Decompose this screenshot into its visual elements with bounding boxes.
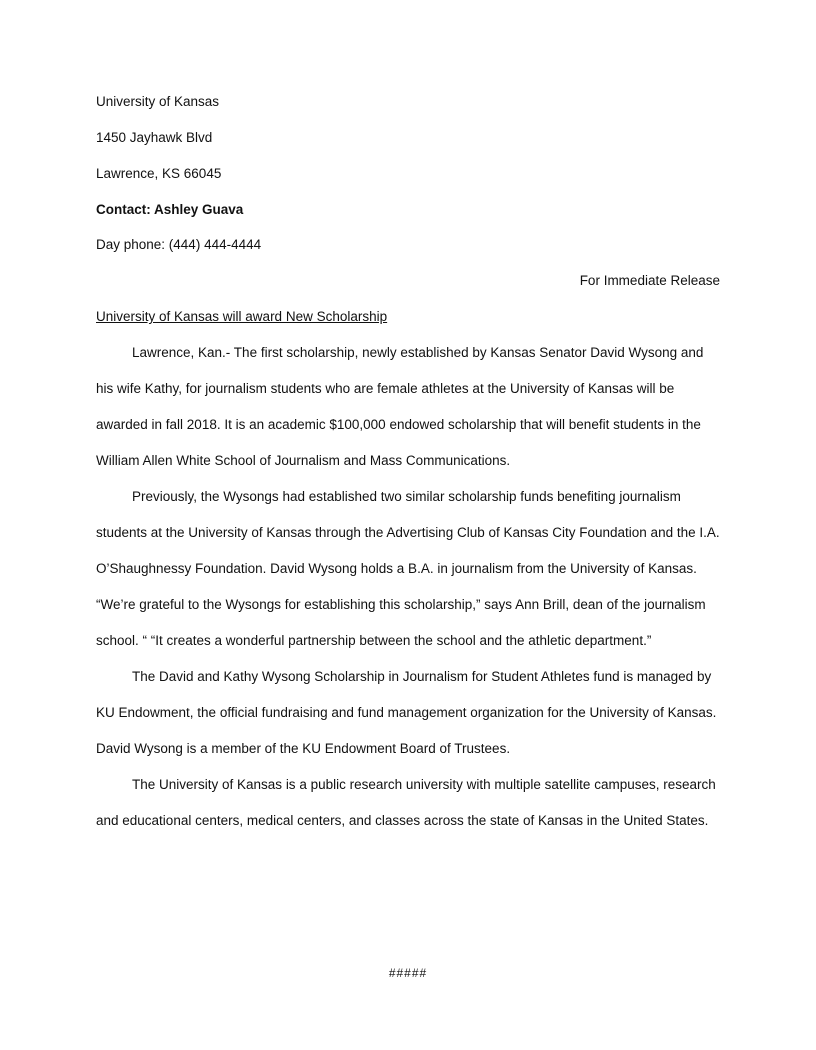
org-name: University of Kansas [96, 94, 220, 109]
paragraph-3: The David and Kathy Wysong Scholarship in Journalism for Student Athletes fund is managed by KU Endowment, the official fundraising and fund management organization for the University of Kansas. David Wysong is a member of the KU Endowment Board of Trustees. [96, 669, 717, 756]
day-phone: Day phone: (444) 444-4444 [96, 237, 262, 252]
headline: University of Kansas will award New Scholarship [96, 309, 388, 324]
contact-name: Contact: Ashley Guava [96, 202, 244, 217]
paragraph-1: Lawrence, Kan.- The first scholarship, newly established by Kansas Senator David Wysong and his wife Kathy, for journalism students who are female athletes at the University of Kansas will be awarded in fall 2018. It is an academic $100,000 endowed scholarship that will benefit students in the William Allen White School of Journalism and Mass Communications. [96, 345, 704, 468]
city-state-zip: Lawrence, KS 66045 [96, 166, 222, 181]
release-note: For Immediate Release [579, 273, 720, 288]
paragraph-4: The University of Kansas is a public research university with multiple satellite campuses, research and educational centers, medical centers, and classes across the state of Kansas in the United States. [96, 777, 716, 828]
end-mark: ##### [388, 966, 428, 980]
body-text [96, 335, 720, 839]
street-address: 1450 Jayhawk Blvd [96, 130, 213, 145]
quote-paragraph: “We’re grateful to the Wysongs for establishing this scholarship,” says Ann Brill, dean of the journalism school. “ “It creates a wonderful partnership between the school and the athletic department.” [96, 597, 706, 648]
paragraph-2: Previously, the Wysongs had established two similar scholarship funds benefiting journalism students at the University of Kansas through the Advertising Club of Kansas City Foundation and the I.A. O’Shaughnessy Foundation. David Wysong holds a B.A. in journalism from the University of Kansas. [96, 489, 720, 576]
